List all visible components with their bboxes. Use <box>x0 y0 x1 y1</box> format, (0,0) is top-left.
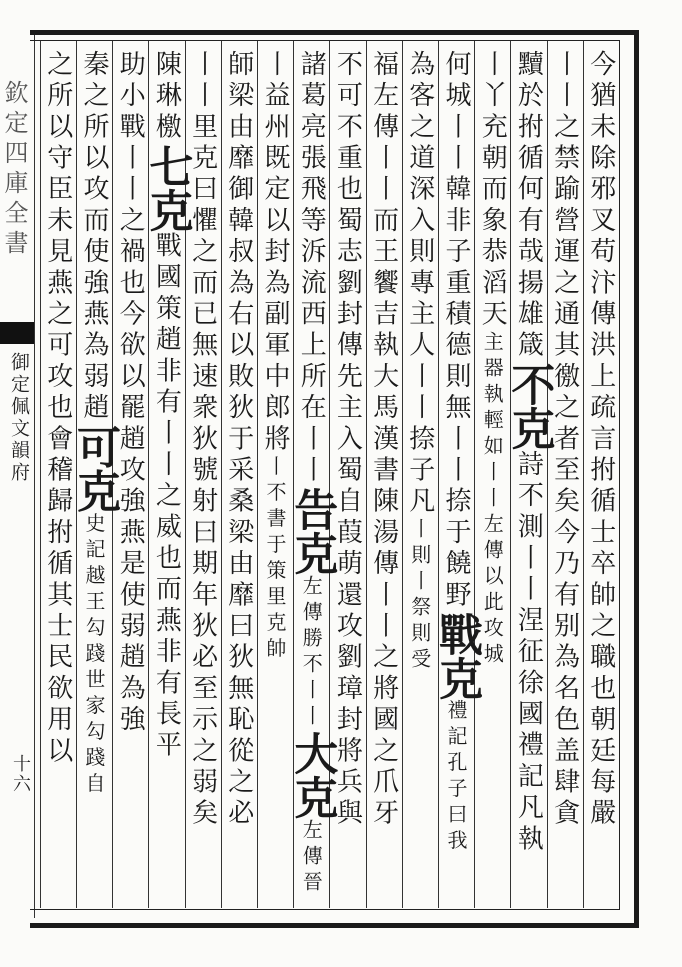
spine-header: 欽定四庫全書 <box>0 80 28 260</box>
text-column <box>548 50 582 910</box>
annotation-text: 禮記孔子曰我 <box>444 699 468 856</box>
annotation-text: 里克帥 <box>263 585 287 664</box>
body-text: 詩不測丨丨涅征徐國禮記凡執 <box>513 450 544 856</box>
headword: 可克 <box>69 424 120 513</box>
column-rule <box>366 41 367 908</box>
column-rule <box>510 41 511 908</box>
column-rule <box>293 41 294 908</box>
text-column <box>403 50 437 910</box>
text-column <box>475 50 509 910</box>
column-rule <box>547 41 548 908</box>
body-text: 福左傳丨丨而王饗吉執大馬漢書陳湯傳丨丨之將國之爪牙 <box>368 50 399 830</box>
text-column <box>69 50 120 910</box>
headword: 大克 <box>286 730 338 819</box>
body-text: 丨丫充朝而象恭滔天 <box>477 50 508 331</box>
text-column <box>258 50 292 910</box>
annotation-text: 主器執輕如丨丨左傳以此攻城 <box>480 330 505 669</box>
spine-band <box>0 322 34 344</box>
body-text: 今猶未除邪叉苟汴傳洪上疏言拊循士卒帥之職也朝廷每嚴 <box>585 50 616 830</box>
text-column <box>584 50 618 910</box>
page-number: 十六 <box>10 754 31 794</box>
column-rule <box>40 41 41 908</box>
headword: 告克 <box>286 486 338 575</box>
body-text: 不可不重也蜀志劉封傳先主入蜀自葭萌還攻劉璋封將兵與 <box>332 50 363 830</box>
body-text: 會稽歸拊循其士民欲用以 <box>42 424 73 768</box>
column-rule <box>221 41 222 908</box>
text-column <box>503 50 555 910</box>
body-text: 丨益州既定以封為副軍中郎將 <box>260 50 290 456</box>
headword: 戰克 <box>431 611 482 700</box>
column-rule <box>257 41 258 908</box>
annotation-text: 左傳晉 <box>299 818 324 897</box>
annotation-text: 丨不書于策 <box>263 455 287 586</box>
text-column <box>222 50 256 910</box>
annotation-text: 丨則丨祭則受 <box>407 518 432 674</box>
body-text: 陳琳檄 <box>151 50 182 144</box>
text-column <box>431 50 482 910</box>
text-column <box>41 50 75 910</box>
body-text: 諸葛亮張飛等泝流西上所在丨丨 <box>296 50 327 487</box>
column-rule <box>402 41 403 908</box>
body-text: 助小戰丨丨 <box>115 50 146 206</box>
body-text: 為客之道深入則專主人丨丨捺子凡 <box>404 50 435 518</box>
column-rule <box>438 41 439 908</box>
body-text: 秦之所以攻而使強燕為弱趙 <box>79 50 109 425</box>
headword: 七克 <box>141 143 193 232</box>
text-column <box>141 50 193 910</box>
annotation-text: 史記越王勾踐世家勾踐自 <box>82 512 106 799</box>
column-rule <box>76 41 77 908</box>
body-text: 黷於拊循何有哉揚雄箴 <box>513 50 544 362</box>
body-text: 戰國策趙非有丨丨之威也而燕非有長平 <box>151 231 182 763</box>
column-rule <box>148 41 149 908</box>
book-title: 御定佩文韻府 <box>8 352 30 484</box>
annotation-text: 左傳勝不丨丨 <box>299 574 324 731</box>
text-column <box>367 50 401 910</box>
body-text: 師梁由靡御韓叔為右以敗狄于采桑梁由靡曰狄無恥從之必 <box>223 50 254 830</box>
column-rule <box>474 41 475 908</box>
body-text: 丨丨之禁踰營運之通其徼之者至矣今乃有别為名色盖肆貪 <box>549 50 580 830</box>
body-text: 何城丨丨韓非子重積德則無丨丨捺于饒野 <box>441 50 471 612</box>
column-rule <box>583 41 584 908</box>
text-column <box>286 50 338 910</box>
body-text: 之所以守臣未見燕之可攻也 <box>42 50 73 425</box>
body-text: 丨丨里克曰懼之而已無速衆狄號射曰期年狄必至示之弱矣 <box>187 50 218 830</box>
body-text: 之禍也今欲以罷趙攻強燕是使弱趙為強 <box>115 206 146 737</box>
headword: 不克 <box>503 362 555 450</box>
